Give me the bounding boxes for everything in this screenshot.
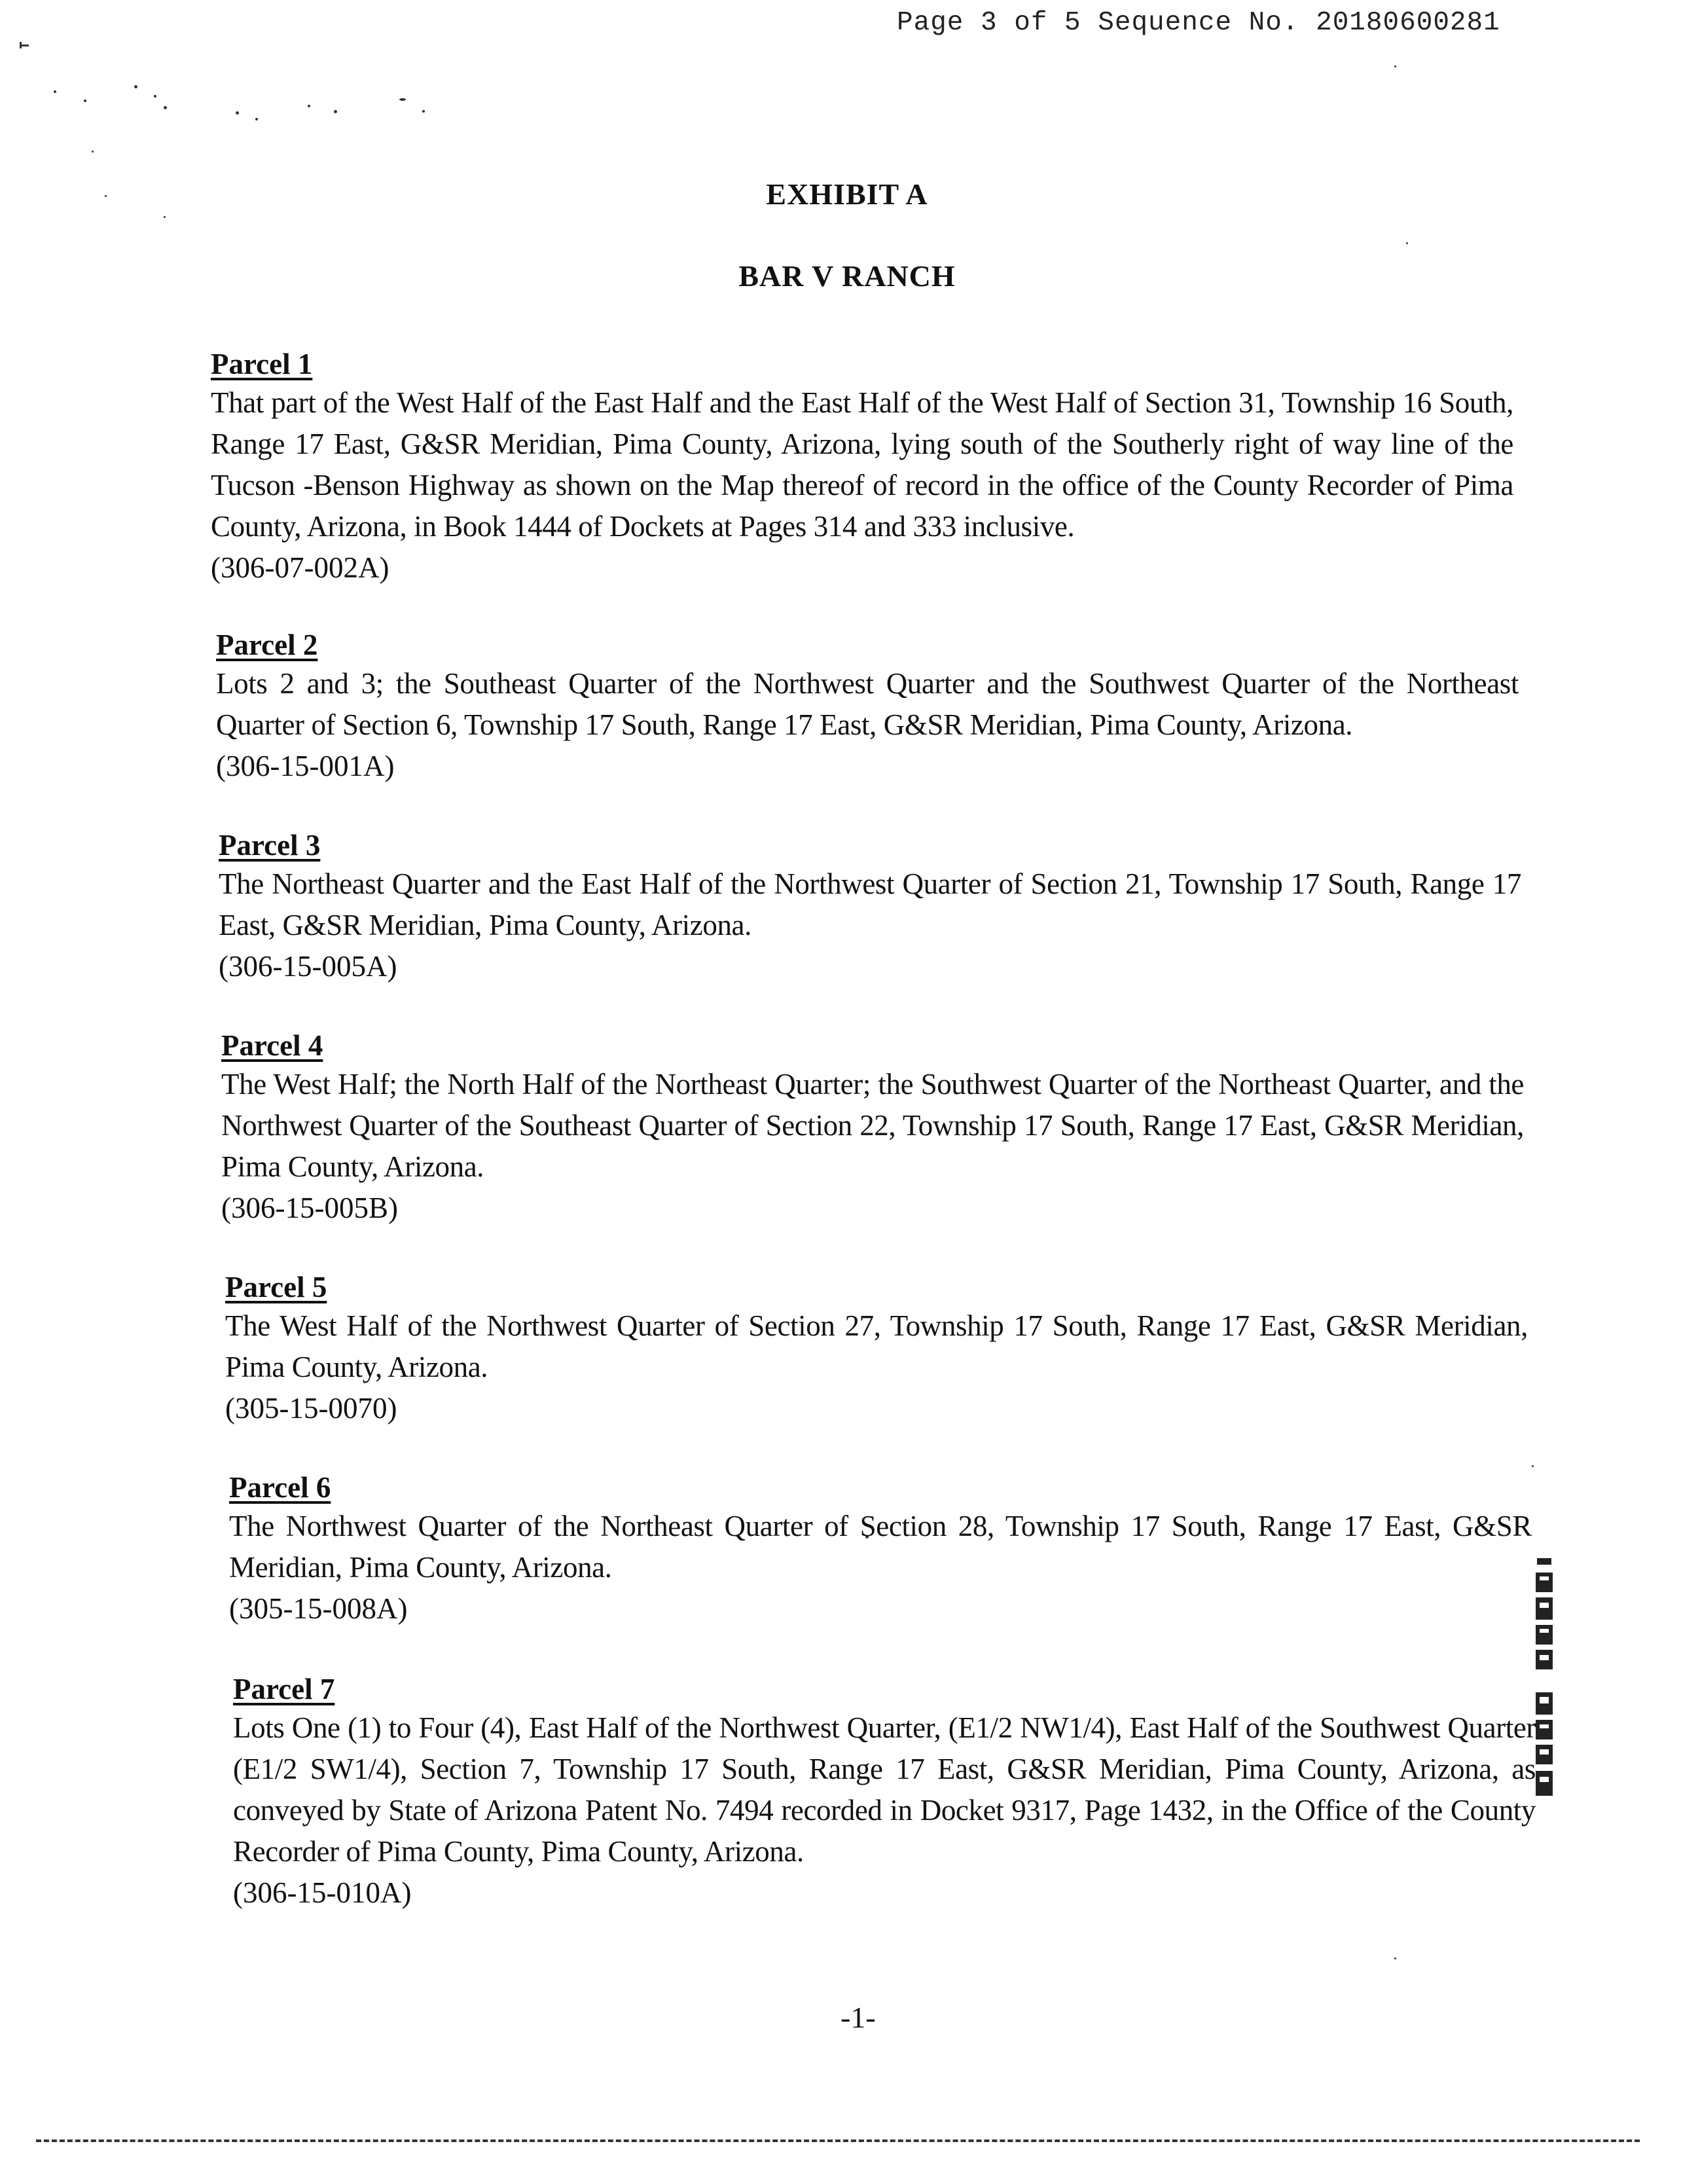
ranch-title: BAR V RANCH xyxy=(738,259,956,293)
parcel-number: (305-15-0070) xyxy=(225,1392,397,1425)
margin-recording-stamp xyxy=(1525,1558,1564,1820)
parcel-description: The Northwest Quarter of the Northeast Quarter of Section 28, Township 17 South, Range 17 East, G&SR Meridian, Pima County, Arizona. xyxy=(229,1510,1532,1584)
parcel-section xyxy=(216,627,1519,787)
parcel-heading: Parcel 2 xyxy=(216,628,318,661)
parcel-section xyxy=(233,1671,1536,1914)
page-sequence-header: Page 3 of 5 Sequence No. 20180600281 xyxy=(897,8,1500,38)
parcel-number: (306-15-005B) xyxy=(221,1192,398,1224)
bottom-divider xyxy=(36,2139,1640,2142)
parcel-heading: Parcel 4 xyxy=(221,1029,323,1062)
parcel-description: The Northeast Quarter and the East Half of the Northwest Quarter of Section 21, Township 17 South, Range 17 East, G&SR Meridian, Pima County, Arizona. xyxy=(219,867,1521,941)
parcel-section xyxy=(221,1027,1524,1229)
parcel-number: (306-15-005A) xyxy=(219,950,397,983)
parcel-number: (306-15-001A) xyxy=(216,750,395,782)
parcel-section xyxy=(225,1269,1528,1429)
exhibit-title: EXHIBIT A xyxy=(766,177,928,211)
parcel-section xyxy=(219,827,1521,987)
parcel-description: That part of the West Half of the East Half and the East Half of the West Half of Section 31, Township 16 South, Range 17 East, G&SR Meridian, Pima County, Arizona, lying south of the Southerly right of way line of the Tucson -Benson Highway as shown on the Map thereof of record in the office of the County Recorder of Pima County, Arizona, in Book 1444 of Dockets at Pages 314 and 333 inclusive. xyxy=(211,386,1513,543)
parcel-heading: Parcel 7 xyxy=(233,1673,335,1705)
parcel-description: Lots One (1) to Four (4), East Half of the Northwest Quarter, (E1/2 NW1/4), East Half of the Southwest Quarter (E1/2 SW1/4), Section 7, Township 17 South, Range 17 East, G&SR Meridian, Pima County, Arizona, as conveyed by State of Arizona Patent No. 7494 recorded in Docket 9317, Page 1432, in the Office of the County Recorder of Pima County, Pima County, Arizona. xyxy=(233,1711,1536,1868)
parcel-number: (305-15-008A) xyxy=(229,1592,408,1625)
parcel-section xyxy=(229,1469,1532,1629)
parcel-heading: Parcel 3 xyxy=(219,829,321,862)
parcel-number: (306-15-010A) xyxy=(233,1876,412,1909)
parcel-description: The West Half of the Northwest Quarter of Section 27, Township 17 South, Range 17 East, G&SR Meridian, Pima County, Arizona. xyxy=(225,1309,1528,1383)
parcel-section xyxy=(211,346,1513,589)
parcel-heading: Parcel 5 xyxy=(225,1271,327,1303)
parcel-number: (306-07-002A) xyxy=(211,551,389,584)
parcel-description: Lots 2 and 3; the Southeast Quarter of the Northwest Quarter and the Southwest Quarter of the Northeast Quarter of Section 6, Township 17 South, Range 17 East, G&SR Meridian, Pima County, Arizona. xyxy=(216,667,1519,741)
parcel-heading: Parcel 6 xyxy=(229,1471,331,1504)
page-number: -1- xyxy=(840,2001,876,2034)
parcel-description: The West Half; the North Half of the Northeast Quarter; the Southwest Quarter of the Northeast Quarter, and the Northwest Quarter of the Southeast Quarter of Section 22, Township 17 South, Range 17 East, G&SR Meridian, Pima County, Arizona. xyxy=(221,1068,1524,1183)
parcel-heading: Parcel 1 xyxy=(211,348,313,380)
